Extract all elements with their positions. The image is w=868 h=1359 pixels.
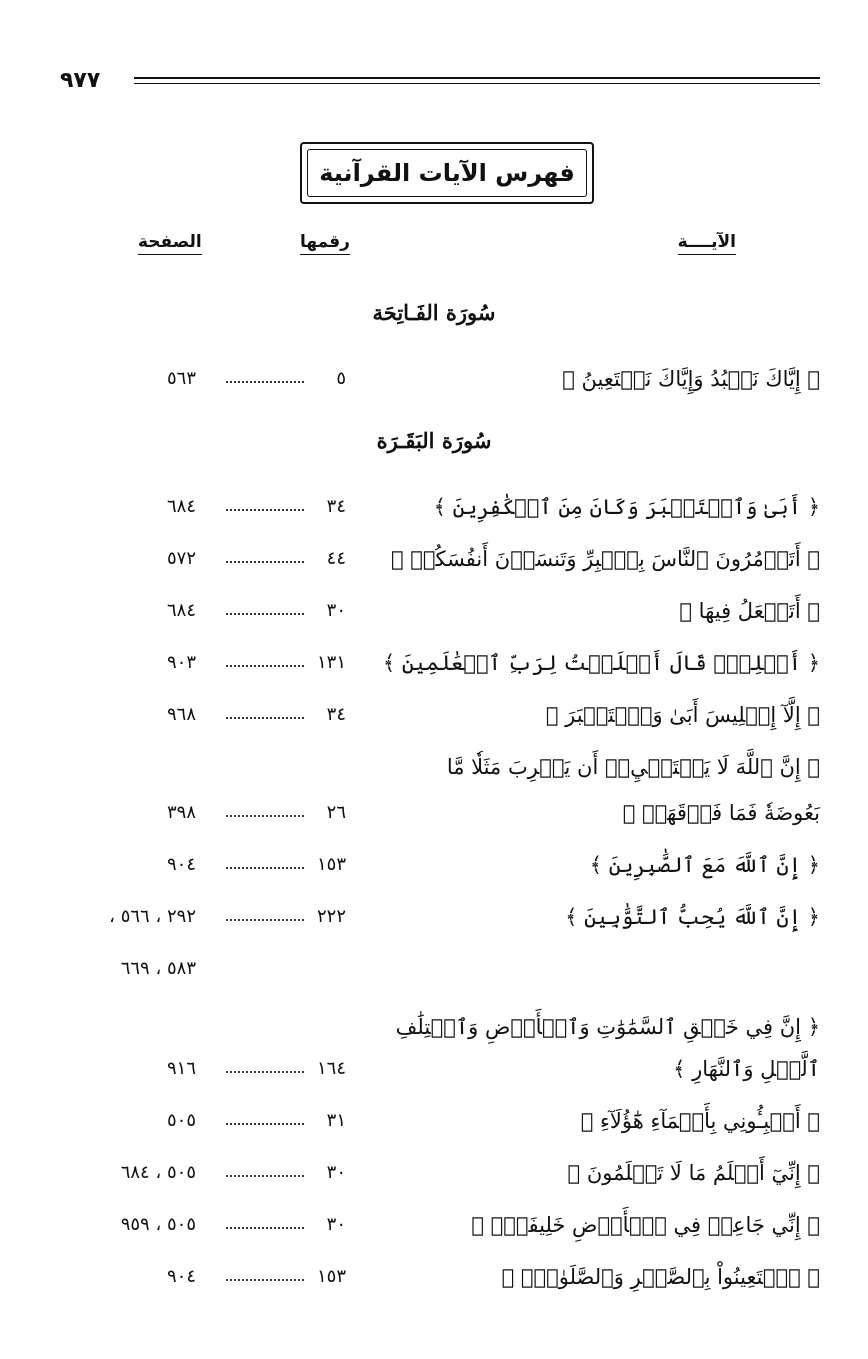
column-header-number: رقمها	[300, 232, 350, 255]
verse-text-continuation: ٱلَّيۡلِ وَٱلنَّهَارِ ﴾	[673, 1057, 820, 1081]
page-references-continuation: ٥٨٣ ، ٦٦٩	[120, 958, 196, 979]
verse-number: ٣٤	[326, 704, 346, 725]
verse-text: ﴿ أَتَأۡمُرُونَ ٱلنَّاسَ بِٱلۡبِرِّ وَتَنسَوۡنَ أَنفُسَكُمۡ ﴾	[390, 547, 820, 571]
verse-number: ١٥٣	[316, 854, 346, 875]
page-references: ٥٠٥ ، ٦٨٤	[120, 1162, 196, 1183]
index-row-continuation	[0, 1052, 868, 1086]
page-references: ٩٠٤	[166, 854, 196, 875]
index-row	[0, 750, 868, 784]
verse-text: ﴿ أَسۡلِمۡۖ قَالَ أَسۡلَمۡتُ لِرَبِّ ٱلۡعَٰلَمِينَ ﴾	[382, 651, 820, 675]
verse-text: ﴿ إِنِّيٓ أَعۡلَمُ مَا لَا تَعۡلَمُونَ ﴾	[567, 1161, 820, 1185]
verse-number: ٥	[336, 368, 346, 389]
column-header-ayah: الآيــــة	[678, 232, 736, 255]
page-header	[60, 66, 820, 96]
verse-text: ﴿ ٱسۡتَعِينُواْ بِٱلصَّبۡرِ وَٱلصَّلَوٰةِۚ ﴾	[501, 1265, 820, 1289]
surah-heading: سُورَة البَقَـرَة	[376, 428, 492, 453]
index-row	[0, 594, 868, 628]
verse-number: ٢٦	[326, 802, 346, 823]
verse-number: ١٦٤	[316, 1058, 346, 1079]
index-row	[0, 1104, 868, 1138]
verse-text: ﴿ إِنِّي جَاعِلٞ فِي ٱلۡأَرۡضِ خَلِيفَةٗۖ ﴾	[471, 1213, 820, 1237]
column-header-page: الصفحة	[138, 232, 202, 255]
page-references: ٥٠٥ ، ٩٥٩	[120, 1214, 196, 1235]
index-row	[0, 1010, 868, 1044]
page-references: ٢٩٢ ، ٥٦٦ ،	[109, 906, 196, 927]
page-references: ٦٨٤	[166, 496, 196, 517]
page-references: ٩١٦	[166, 1058, 196, 1079]
header-rule	[134, 77, 820, 79]
index-row	[0, 1260, 868, 1294]
verse-number: ٢٢٢	[316, 906, 346, 927]
page-references: ٣٩٨	[166, 802, 196, 823]
index-row-continuation	[0, 796, 868, 830]
verse-text: ﴿ إِنَّ ٱللَّهَ يُحِبُّ ٱلتَّوَّٰبِينَ ﴾	[565, 905, 820, 929]
index-row	[0, 900, 868, 934]
verse-number: ٣٠	[326, 600, 346, 621]
page-references: ٥٠٥	[166, 1110, 196, 1131]
index-title-frame	[300, 142, 594, 204]
verse-text: ﴿ إِلَّآ إِبۡلِيسَ أَبَىٰ وَٱسۡتَكۡبَرَ ﴾	[545, 703, 820, 727]
verse-text: ﴿ أَتَجۡعَلُ فِيهَا ﴾	[679, 599, 820, 623]
index-row	[0, 698, 868, 732]
verse-number: ٣١	[326, 1110, 346, 1131]
header-rule-thin	[134, 83, 820, 84]
verse-number: ٤٤	[326, 548, 346, 569]
verse-text: ﴿ إِنَّ فِي خَلۡقِ ٱلسَّمَٰوَٰتِ وَٱلۡأَرۡضِ وَٱخۡتِلَٰفِ	[395, 1015, 820, 1039]
index-row	[0, 646, 868, 680]
index-title-inner-frame	[307, 149, 587, 197]
verse-text: ﴿ إِنَّ ٱللَّهَ لَا يَسۡتَحۡيِۦٓ أَن يَضۡرِبَ مَثَلٗا مَّا	[446, 755, 820, 779]
verse-number: ٣٠	[326, 1214, 346, 1235]
surah-heading: سُورَة الفَـاتِحَة	[372, 300, 496, 325]
page-references: ٩٦٨	[166, 704, 196, 725]
page-references: ٥٦٣	[166, 368, 196, 389]
index-row	[0, 542, 868, 576]
index-row	[0, 362, 868, 396]
verse-number: ٣٤	[326, 496, 346, 517]
index-row	[0, 1156, 868, 1190]
verse-text-continuation: بَعُوضَةٗ فَمَا فَوۡقَهَاۚ ﴾	[622, 801, 820, 825]
verse-number: ٣٠	[326, 1162, 346, 1183]
page-number: ٩٧٧	[60, 68, 101, 93]
index-row	[0, 848, 868, 882]
page-references: ٥٧٢	[166, 548, 196, 569]
verse-text: ﴿ إِيَّاكَ نَعۡبُدُ وَإِيَّاكَ نَسۡتَعِينُ ﴾	[562, 367, 820, 391]
index-row	[0, 490, 868, 524]
page-references-continuation-row	[0, 952, 868, 986]
page-references: ٩٠٣	[166, 652, 196, 673]
page-references: ٩٠٤	[166, 1266, 196, 1287]
verse-number: ١٥٣	[316, 1266, 346, 1287]
index-row	[0, 1208, 868, 1242]
index-title: فهرس الآيات القرآنية	[319, 159, 575, 187]
verse-number: ١٣١	[316, 652, 346, 673]
page-references: ٦٨٤	[166, 600, 196, 621]
verse-text: ﴿ أَبَىٰ وَٱسۡتَكۡبَرَ وَكَانَ مِنَ ٱلۡكَٰفِرِينَ ﴾	[433, 495, 820, 519]
verse-text: ﴿ أَنۢبِـُٔونِي بِأَسۡمَآءِ هَٰٓؤُلَآءِ ﴾	[580, 1109, 820, 1133]
verse-text: ﴿ إِنَّ ٱللَّهَ مَعَ ٱلصَّٰبِرِينَ ﴾	[589, 853, 820, 877]
